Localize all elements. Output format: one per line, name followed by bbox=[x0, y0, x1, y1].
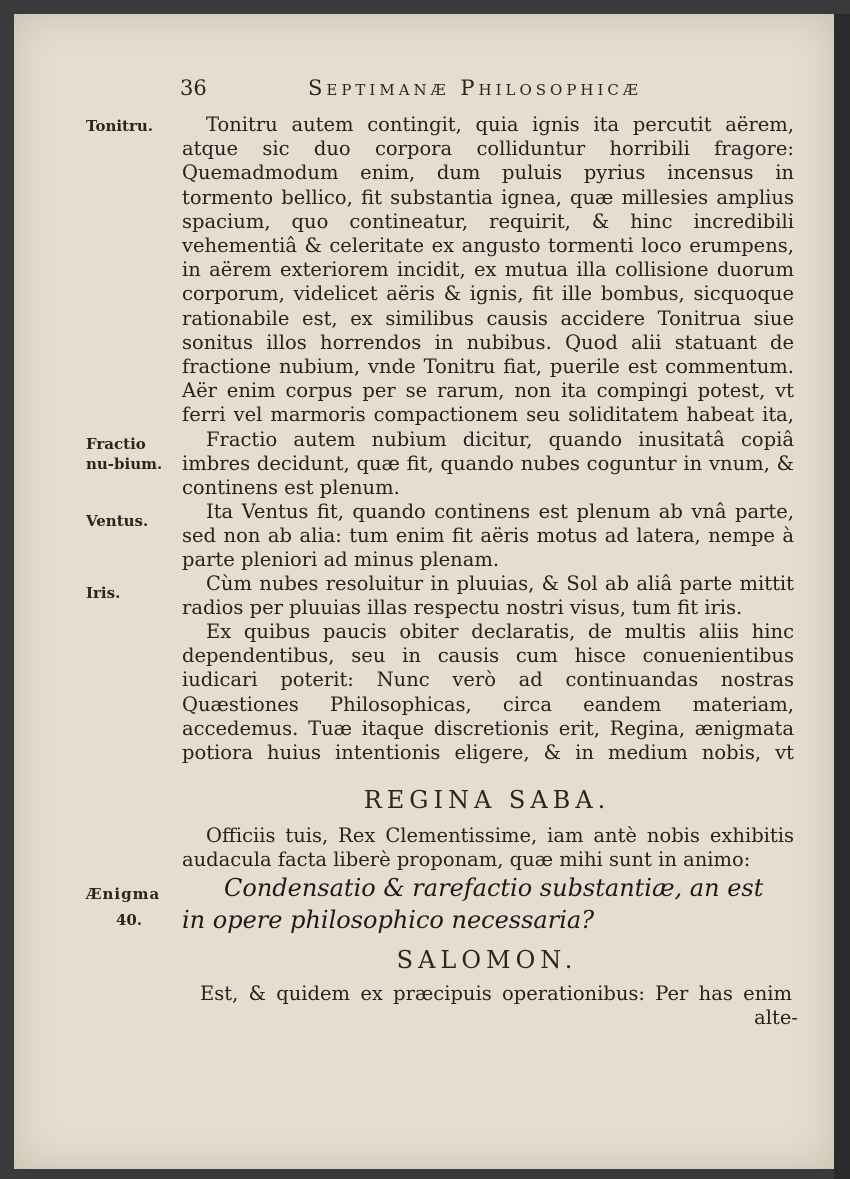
margin-note-aenigma-number: 40. bbox=[116, 911, 143, 929]
margin-note-ventus: Ventus. bbox=[86, 512, 149, 530]
paragraph-regina: Officiis tuis, Rex Clementissime, iam antè nobis exhibitis audacula facta liberè proponam, quæ mihi sunt in animo: bbox=[182, 824, 794, 872]
paragraph-tonitru: Tonitru autem contingit, quia ignis ita percutit aërem, atque sic duo corpora colliduntur horribili fragore: Quemadmodum enim, dum puluis pyrius incensus in tormento bellico, fit substantia ignea, quæ millesies amplius spacium, quo contineatur, requirit, & hinc incredibili vehementiâ & celeritate ex angusto tormenti loco erumpens, in aërem exteriorem incidit, ex mutua illa collisione duorum corporum, videlicet aëris & ignis, fit ille bombus, sicquoque rationabile est, ex similibus causis accidere Tonitrua siue sonitus illos horrendos in nubibus. Quod alii statuant de fractione nubium, vnde Tonitru fiat, puerile est commentum. Aër enim corpus per se rarum, non ita compingi potest, vt ferri vel marmoris compactionem seu soliditatem habeat ita, bbox=[182, 113, 794, 427]
page-number: 36 bbox=[180, 76, 207, 100]
catchword: alte- bbox=[754, 1006, 798, 1029]
paragraph-fractio: Fractio autem nubium dicitur, quando inusitatâ copiâ imbres decidunt, quæ fit, quando nubes coguntur in vnum, & continens est plenum. bbox=[182, 428, 794, 500]
heading-salomon: SALOMON. bbox=[396, 946, 578, 974]
paragraph-iris: Cùm nubes resoluitur in pluuias, & Sol ab aliâ parte mittit radios per pluuias illas respectu nostri visus, tum fit iris. bbox=[182, 572, 794, 620]
page-edge bbox=[834, 14, 850, 1179]
paragraph-conclusion: Ex quibus paucis obiter declaratis, de multis aliis hinc dependentibus, seu in causis cum hisce conuenientibus iudicari poterit: Nunc verò ad continuandas nostras Quæstiones Philosophicas, circa eandem materiam, accedemus. Tuæ itaque discretionis erit, Regina, ænigmata potiora huius intentionis eligere, & in medium nobis, vt bbox=[182, 620, 794, 765]
main-text bbox=[182, 113, 794, 766]
margin-note-aenigma: Ænigma bbox=[86, 885, 161, 903]
running-head: Septimanæ Philosophicæ bbox=[308, 76, 642, 100]
margin-note-fractio: Fractio nu-bium. bbox=[86, 435, 163, 473]
page-header bbox=[180, 74, 780, 108]
riddle-text: Condensatio & rarefactio substantiæ, an est in opere philosophico necessaria? bbox=[182, 874, 764, 934]
heading-regina-saba: REGINA SABA. bbox=[363, 786, 611, 814]
paragraph-salomon: Est, & quidem ex præcipuis operationibus: Per has enim bbox=[200, 982, 792, 1005]
margin-note-iris: Iris. bbox=[86, 584, 121, 602]
margin-note-tonitru: Tonitru. bbox=[86, 117, 154, 135]
paragraph-ventus: Ita Ventus fit, quando continens est plenum ab vnâ parte, sed non ab alia: tum enim fit aëris motus ad latera, nempe à parte pleniori ad minus plenam. bbox=[182, 500, 794, 572]
